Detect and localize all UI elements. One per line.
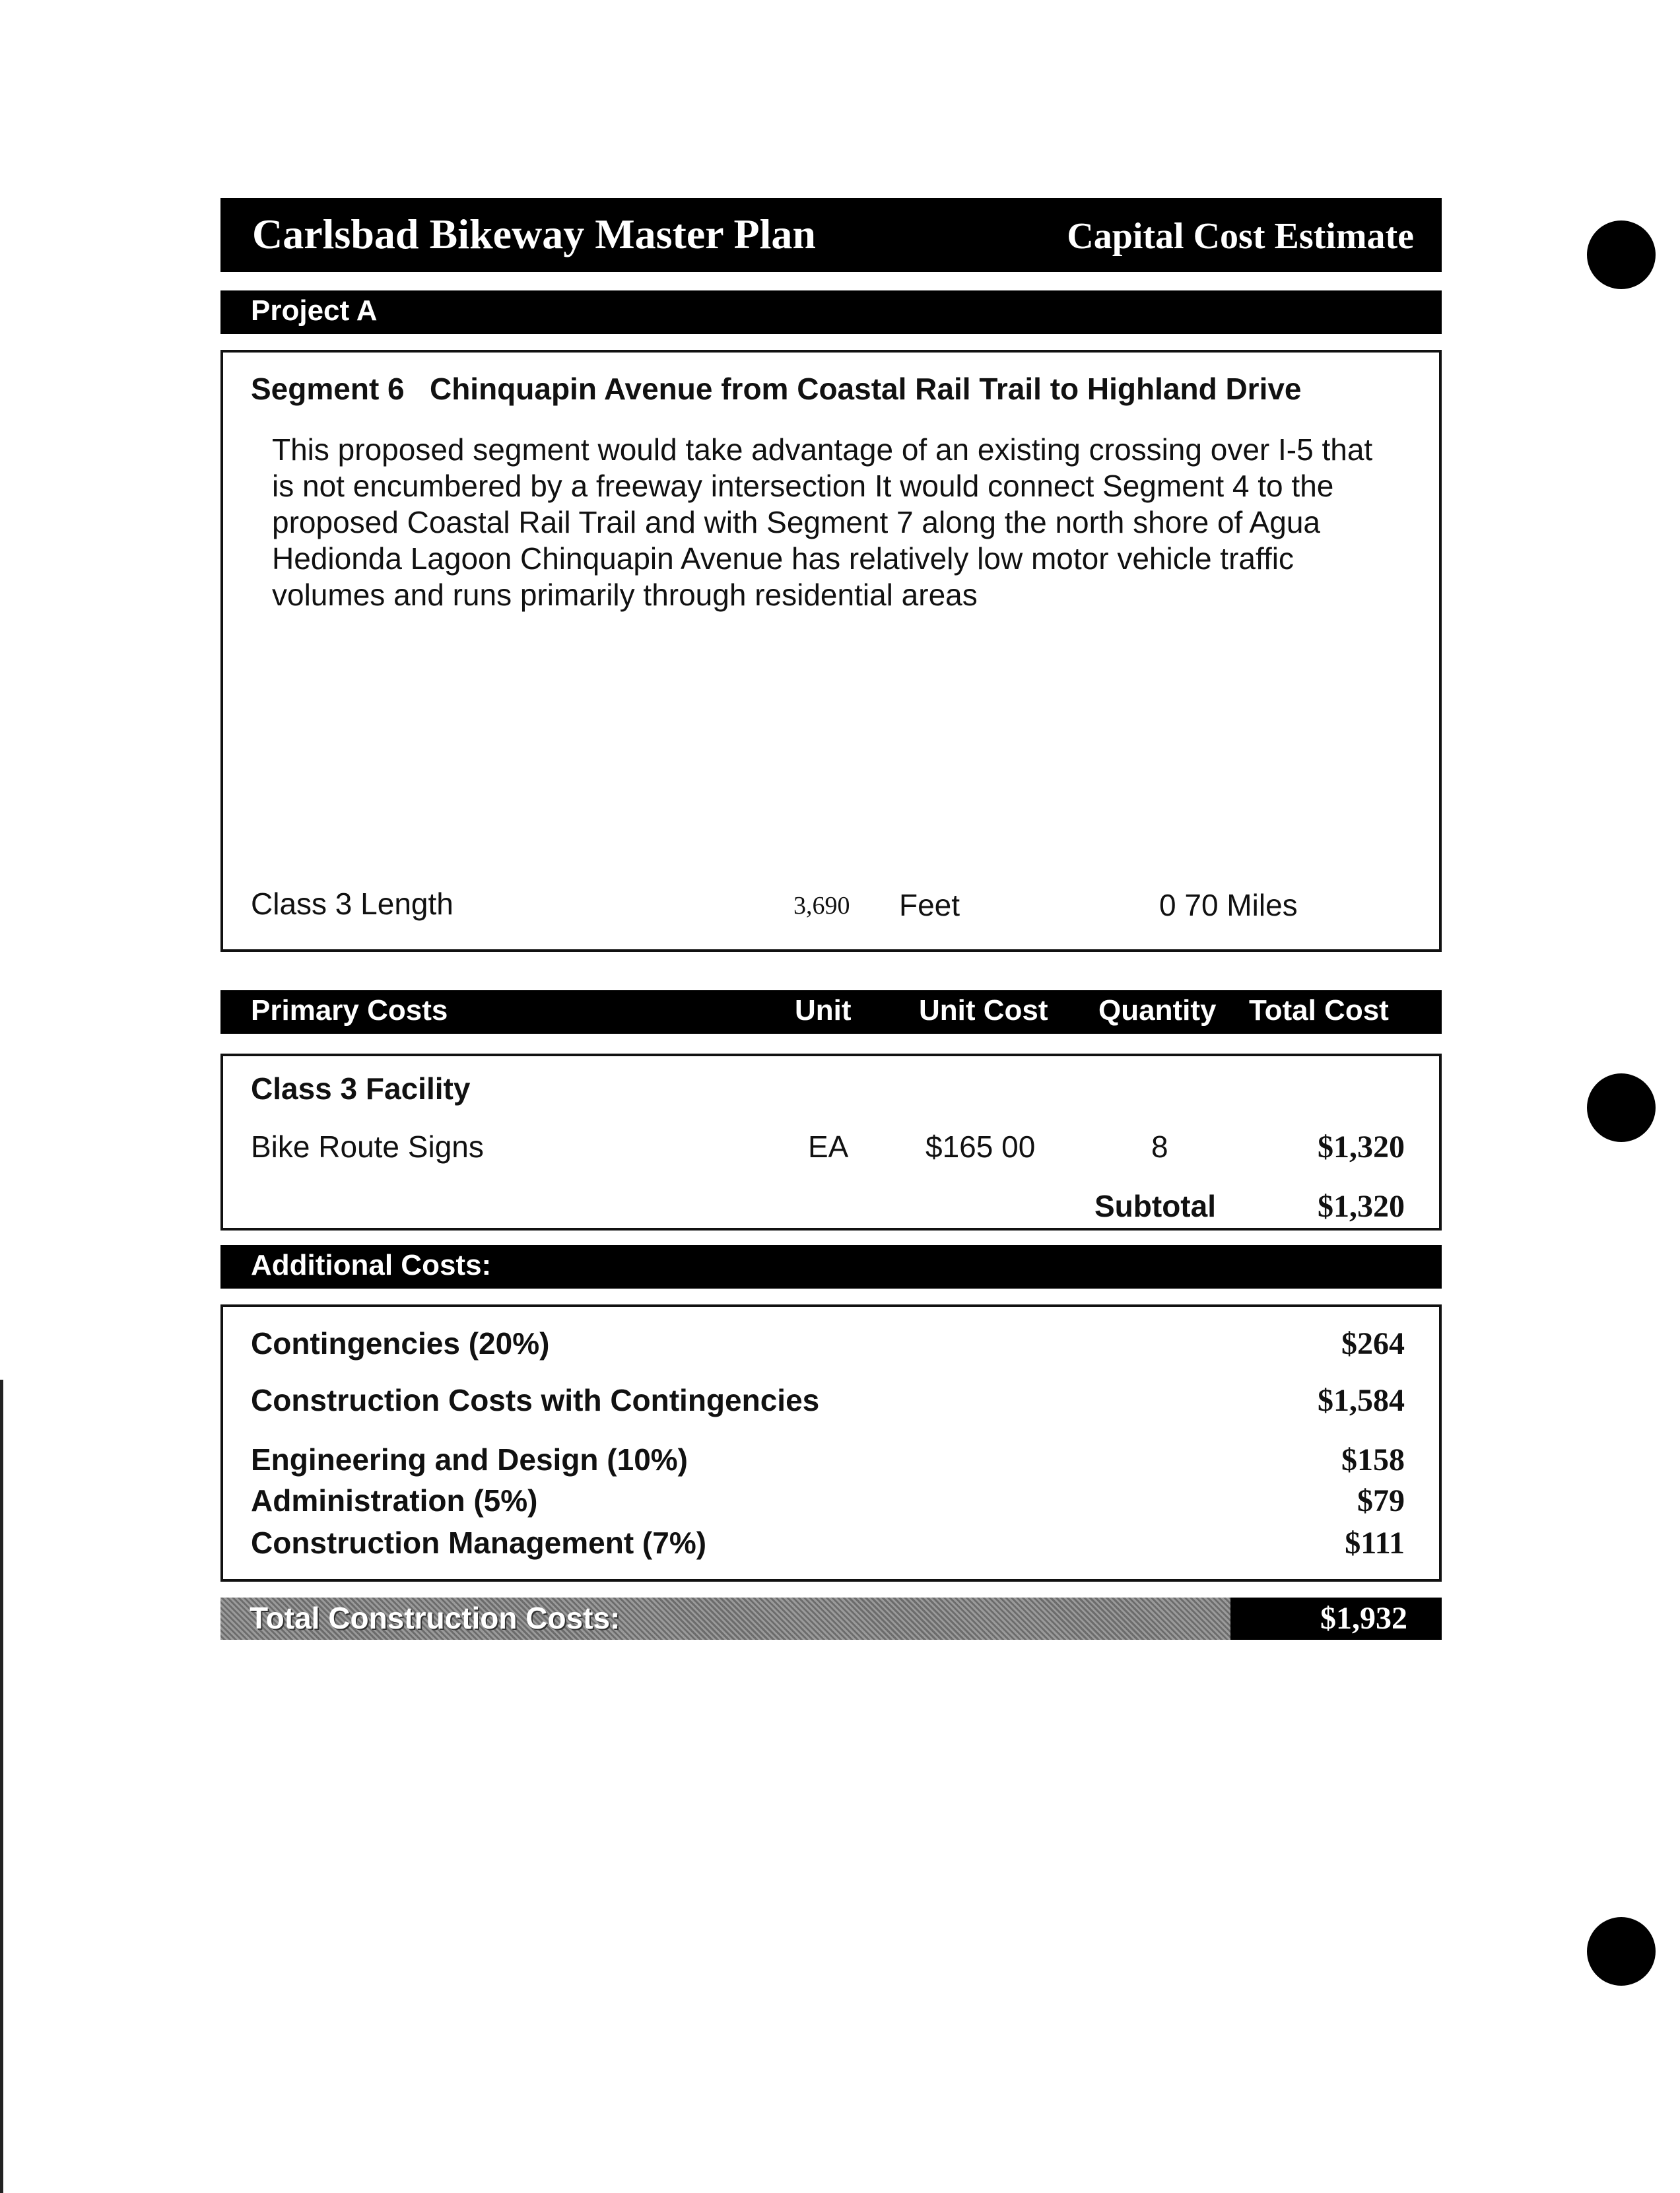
primary-costs-box <box>220 1054 1442 1231</box>
scan-edge-line <box>0 1380 3 2193</box>
construction-with-contingencies-label: Construction Costs with Contingencies <box>251 1383 820 1417</box>
header-total-cost: Total Cost <box>1249 994 1389 1027</box>
additional-costs-label: Additional Costs: <box>251 1249 492 1281</box>
item-quantity: 8 <box>1151 1130 1168 1164</box>
project-bar <box>220 290 1442 334</box>
header-unit-cost: Unit Cost <box>919 994 1048 1027</box>
primary-costs-header <box>220 990 1442 1034</box>
item-unit-cost: $165 00 <box>925 1130 1036 1164</box>
title-bar <box>220 198 1442 272</box>
total-label-area <box>220 1598 1230 1640</box>
item-name: Bike Route Signs <box>251 1130 484 1164</box>
total-construction-costs-value: $1,932 <box>1320 1601 1407 1636</box>
engineering-design-value: $158 <box>1341 1442 1405 1477</box>
total-construction-costs-bar <box>220 1598 1442 1640</box>
length-feet-unit: Feet <box>899 888 960 922</box>
construction-management-label: Construction Management (7%) <box>251 1526 707 1560</box>
header-unit: Unit <box>795 994 852 1027</box>
binder-hole-icon <box>1587 220 1656 289</box>
facility-title: Class 3 Facility <box>251 1071 471 1106</box>
length-feet-value: 3,690 <box>793 892 850 920</box>
subtotal-label: Subtotal <box>1094 1189 1216 1223</box>
administration-value: $79 <box>1357 1483 1405 1518</box>
additional-costs-header <box>220 1245 1442 1289</box>
construction-with-contingencies-value: $1,584 <box>1318 1383 1405 1418</box>
administration-label: Administration (5%) <box>251 1483 538 1518</box>
total-construction-costs-label: Total Construction Costs: <box>250 1601 621 1635</box>
item-unit: EA <box>808 1130 849 1164</box>
header-primary-costs: Primary Costs <box>251 994 448 1027</box>
project-label: Project A <box>251 294 378 327</box>
binder-hole-icon <box>1587 1917 1656 1986</box>
contingencies-label: Contingencies (20%) <box>251 1326 550 1361</box>
additional-costs-box <box>220 1304 1442 1582</box>
item-total-cost: $1,320 <box>1318 1130 1405 1164</box>
length-label: Class 3 Length <box>251 887 454 921</box>
document-subtitle: Capital Cost Estimate <box>1067 216 1414 257</box>
length-miles-value: 0 70 Miles <box>1159 888 1298 922</box>
segment-title: Segment 6 Chinquapin Avenue from Coastal Rail Trail to Highland Drive <box>251 372 1302 406</box>
subtotal-value: $1,320 <box>1318 1189 1405 1224</box>
segment-box <box>220 350 1442 952</box>
engineering-design-label: Engineering and Design (10%) <box>251 1442 688 1477</box>
construction-management-value: $111 <box>1345 1526 1405 1561</box>
binder-hole-icon <box>1587 1073 1656 1142</box>
segment-description: This proposed segment would take advantage of an existing crossing over I-5 that is not encumbered by a freeway intersection It would connect Segment 4 to the proposed Coastal Rail Trail and with Segment 7 along the north shore of Agua Hedionda Lagoon Chinquapin Avenue has relatively low motor vehicle traffic volumes and runs primarily through residential areas <box>272 432 1373 612</box>
contingencies-value: $264 <box>1341 1326 1405 1361</box>
document-title: Carlsbad Bikeway Master Plan <box>252 211 816 257</box>
header-quantity: Quantity <box>1098 994 1217 1027</box>
